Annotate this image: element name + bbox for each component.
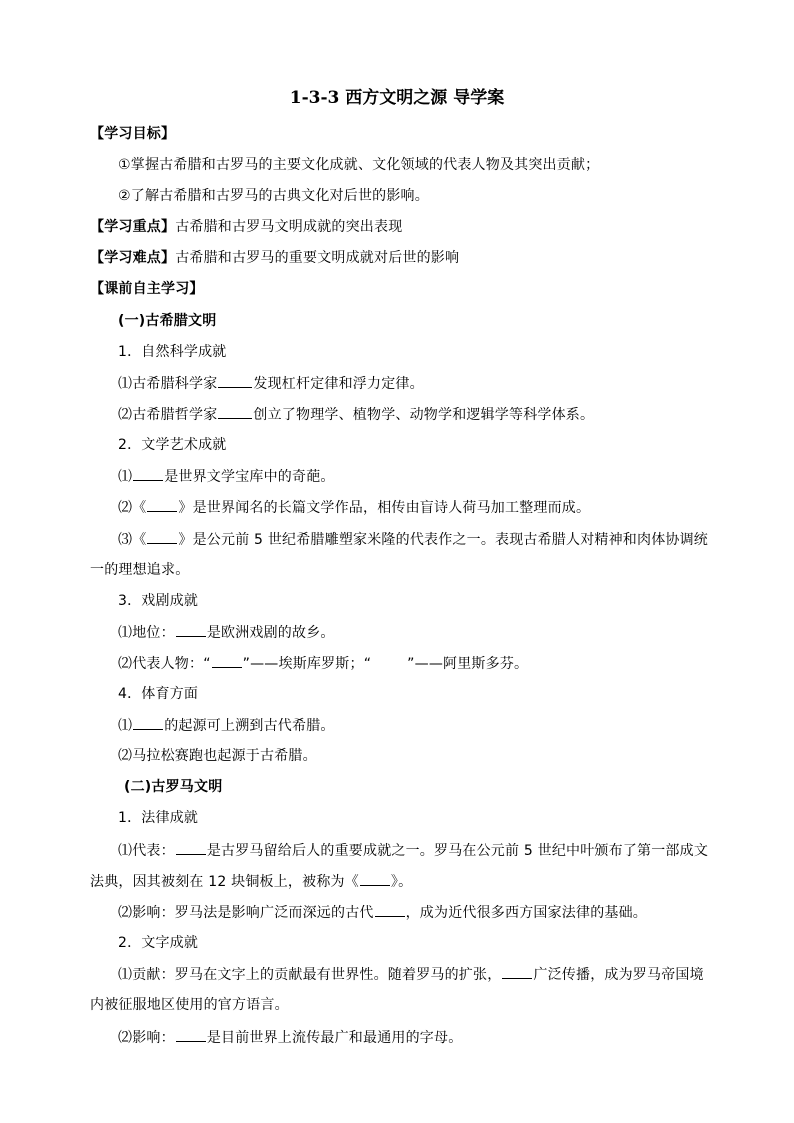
difficulties-line — [90, 248, 459, 268]
greece-item-2-3-cont: 一的理想追求。 — [90, 562, 190, 578]
rome-item-1-1-cont — [90, 871, 412, 892]
difficulties-text: 古希腊和古罗马的重要文明成就对后世的影响 — [175, 250, 460, 266]
rome-item-2-2 — [118, 1027, 462, 1048]
item-text: ⑴古希腊科学家 — [118, 376, 218, 392]
item-text: 是目前世界上流传最广和最通用的字母。 — [206, 1030, 463, 1046]
item-text: ⑶《 — [118, 532, 147, 548]
page-title: 1-3-3 西方文明之源 导学案 — [289, 88, 505, 108]
fill-blank — [375, 902, 405, 917]
item-text: 的起源可上溯到古代希腊。 — [164, 718, 335, 734]
fill-blank — [176, 840, 206, 855]
item-text: 是世界文学宝库中的奇葩。 — [164, 469, 335, 485]
fill-blank — [176, 1027, 206, 1042]
item-text: ”——阿里斯多芬。 — [407, 656, 529, 672]
pre-study-heading: 【课前自主学习】 — [90, 281, 204, 297]
item-text: 广泛传播，成为罗马帝国境 — [533, 967, 704, 983]
goal-1: ①掌握古希腊和古罗马的主要文化成就、文化领域的代表人物及其突出贡献； — [118, 157, 600, 173]
greece-item-1-1 — [118, 373, 424, 394]
key-points-label: 【学习重点】 — [90, 219, 176, 235]
item-text: 法典，因其被刻在 12 块铜板上，被称为《 — [90, 874, 359, 890]
fill-blank — [176, 622, 206, 637]
greece-item-3-2 — [118, 653, 528, 674]
item-text: ”——埃斯库罗斯；“ — [242, 656, 372, 672]
fill-blank — [218, 404, 252, 419]
rome-item-2-1-cont: 内被征服地区使用的官方语言。 — [90, 997, 289, 1013]
difficulties-label: 【学习难点】 — [90, 250, 176, 266]
greece-item-2-3 — [118, 529, 708, 550]
greece-section-3: 3．戏剧成就 — [118, 593, 199, 609]
greece-item-4-2: ⑵马拉松赛跑也起源于古希腊。 — [118, 748, 317, 764]
fill-blank — [218, 373, 252, 388]
rome-item-1-1 — [118, 840, 708, 861]
item-text: ⑵影响： — [118, 1030, 175, 1046]
goals-heading: 【学习目标】 — [90, 126, 176, 142]
item-text: ⑴代表： — [118, 843, 175, 859]
greece-section-2: 2．文学艺术成就 — [118, 437, 227, 453]
item-text: 》。 — [390, 874, 413, 890]
greece-section-4: 4．体育方面 — [118, 686, 199, 702]
item-text: 》是世界闻名的长篇文学作品，相传由盲诗人荷马加工整理而成。 — [178, 500, 591, 516]
key-points-text: 古希腊和古罗马文明成就的突出表现 — [175, 219, 403, 235]
key-points-line — [90, 217, 402, 237]
item-text: ⑴ — [118, 718, 133, 734]
item-text: 》是公元前 5 世纪希腊雕塑家米隆的代表作之一。表现古希腊人对精神和肉体协调统 — [178, 532, 709, 548]
rome-section-2: 2．文字成就 — [118, 935, 199, 951]
fill-blank — [147, 497, 177, 512]
greece-section-1: 1．自然科学成就 — [118, 344, 227, 360]
rome-item-1-2 — [118, 902, 647, 923]
item-text: 是古罗马留给后人的重要成就之一。罗马在公元前 5 世纪中叶颁布了第一部成文 — [206, 843, 709, 859]
item-text: ⑵影响：罗马法是影响广泛而深远的古代 — [118, 905, 374, 921]
item-text: 创立了物理学、植物学、动物学和逻辑学等科学体系。 — [253, 407, 595, 423]
fill-blank — [133, 715, 163, 730]
goal-2: ②了解古希腊和古罗马的古典文化对后世的影响。 — [118, 188, 429, 204]
item-text: ⑴地位： — [118, 625, 175, 641]
item-text: 发现杠杆定律和浮力定律。 — [253, 376, 424, 392]
greece-item-4-1 — [118, 715, 335, 736]
rome-section-1: 1．法律成就 — [118, 810, 199, 826]
greece-item-2-1 — [118, 466, 335, 487]
fill-blank — [133, 466, 163, 481]
rome-heading: (二)古罗马文明 — [124, 779, 223, 795]
greece-item-3-1 — [118, 622, 335, 643]
item-text: ⑴ — [118, 469, 133, 485]
greece-heading: (一)古希腊文明 — [118, 313, 217, 329]
item-text: ⑵古希腊哲学家 — [118, 407, 218, 423]
item-text: ⑵《 — [118, 500, 147, 516]
item-text: ⑴贡献：罗马在文字上的贡献最有世界性。随着罗马的扩张， — [118, 967, 502, 983]
greece-item-2-2 — [118, 497, 590, 518]
rome-item-2-1 — [118, 964, 704, 985]
fill-blank — [360, 871, 390, 886]
fill-blank — [147, 529, 177, 544]
item-text: ⑵代表人物：“ — [118, 656, 211, 672]
item-text: ，成为近代很多西方国家法律的基础。 — [405, 905, 648, 921]
greece-item-1-2 — [118, 404, 594, 425]
item-text: 是欧洲戏剧的故乡。 — [206, 625, 335, 641]
fill-blank — [212, 653, 242, 668]
fill-blank — [502, 964, 532, 979]
